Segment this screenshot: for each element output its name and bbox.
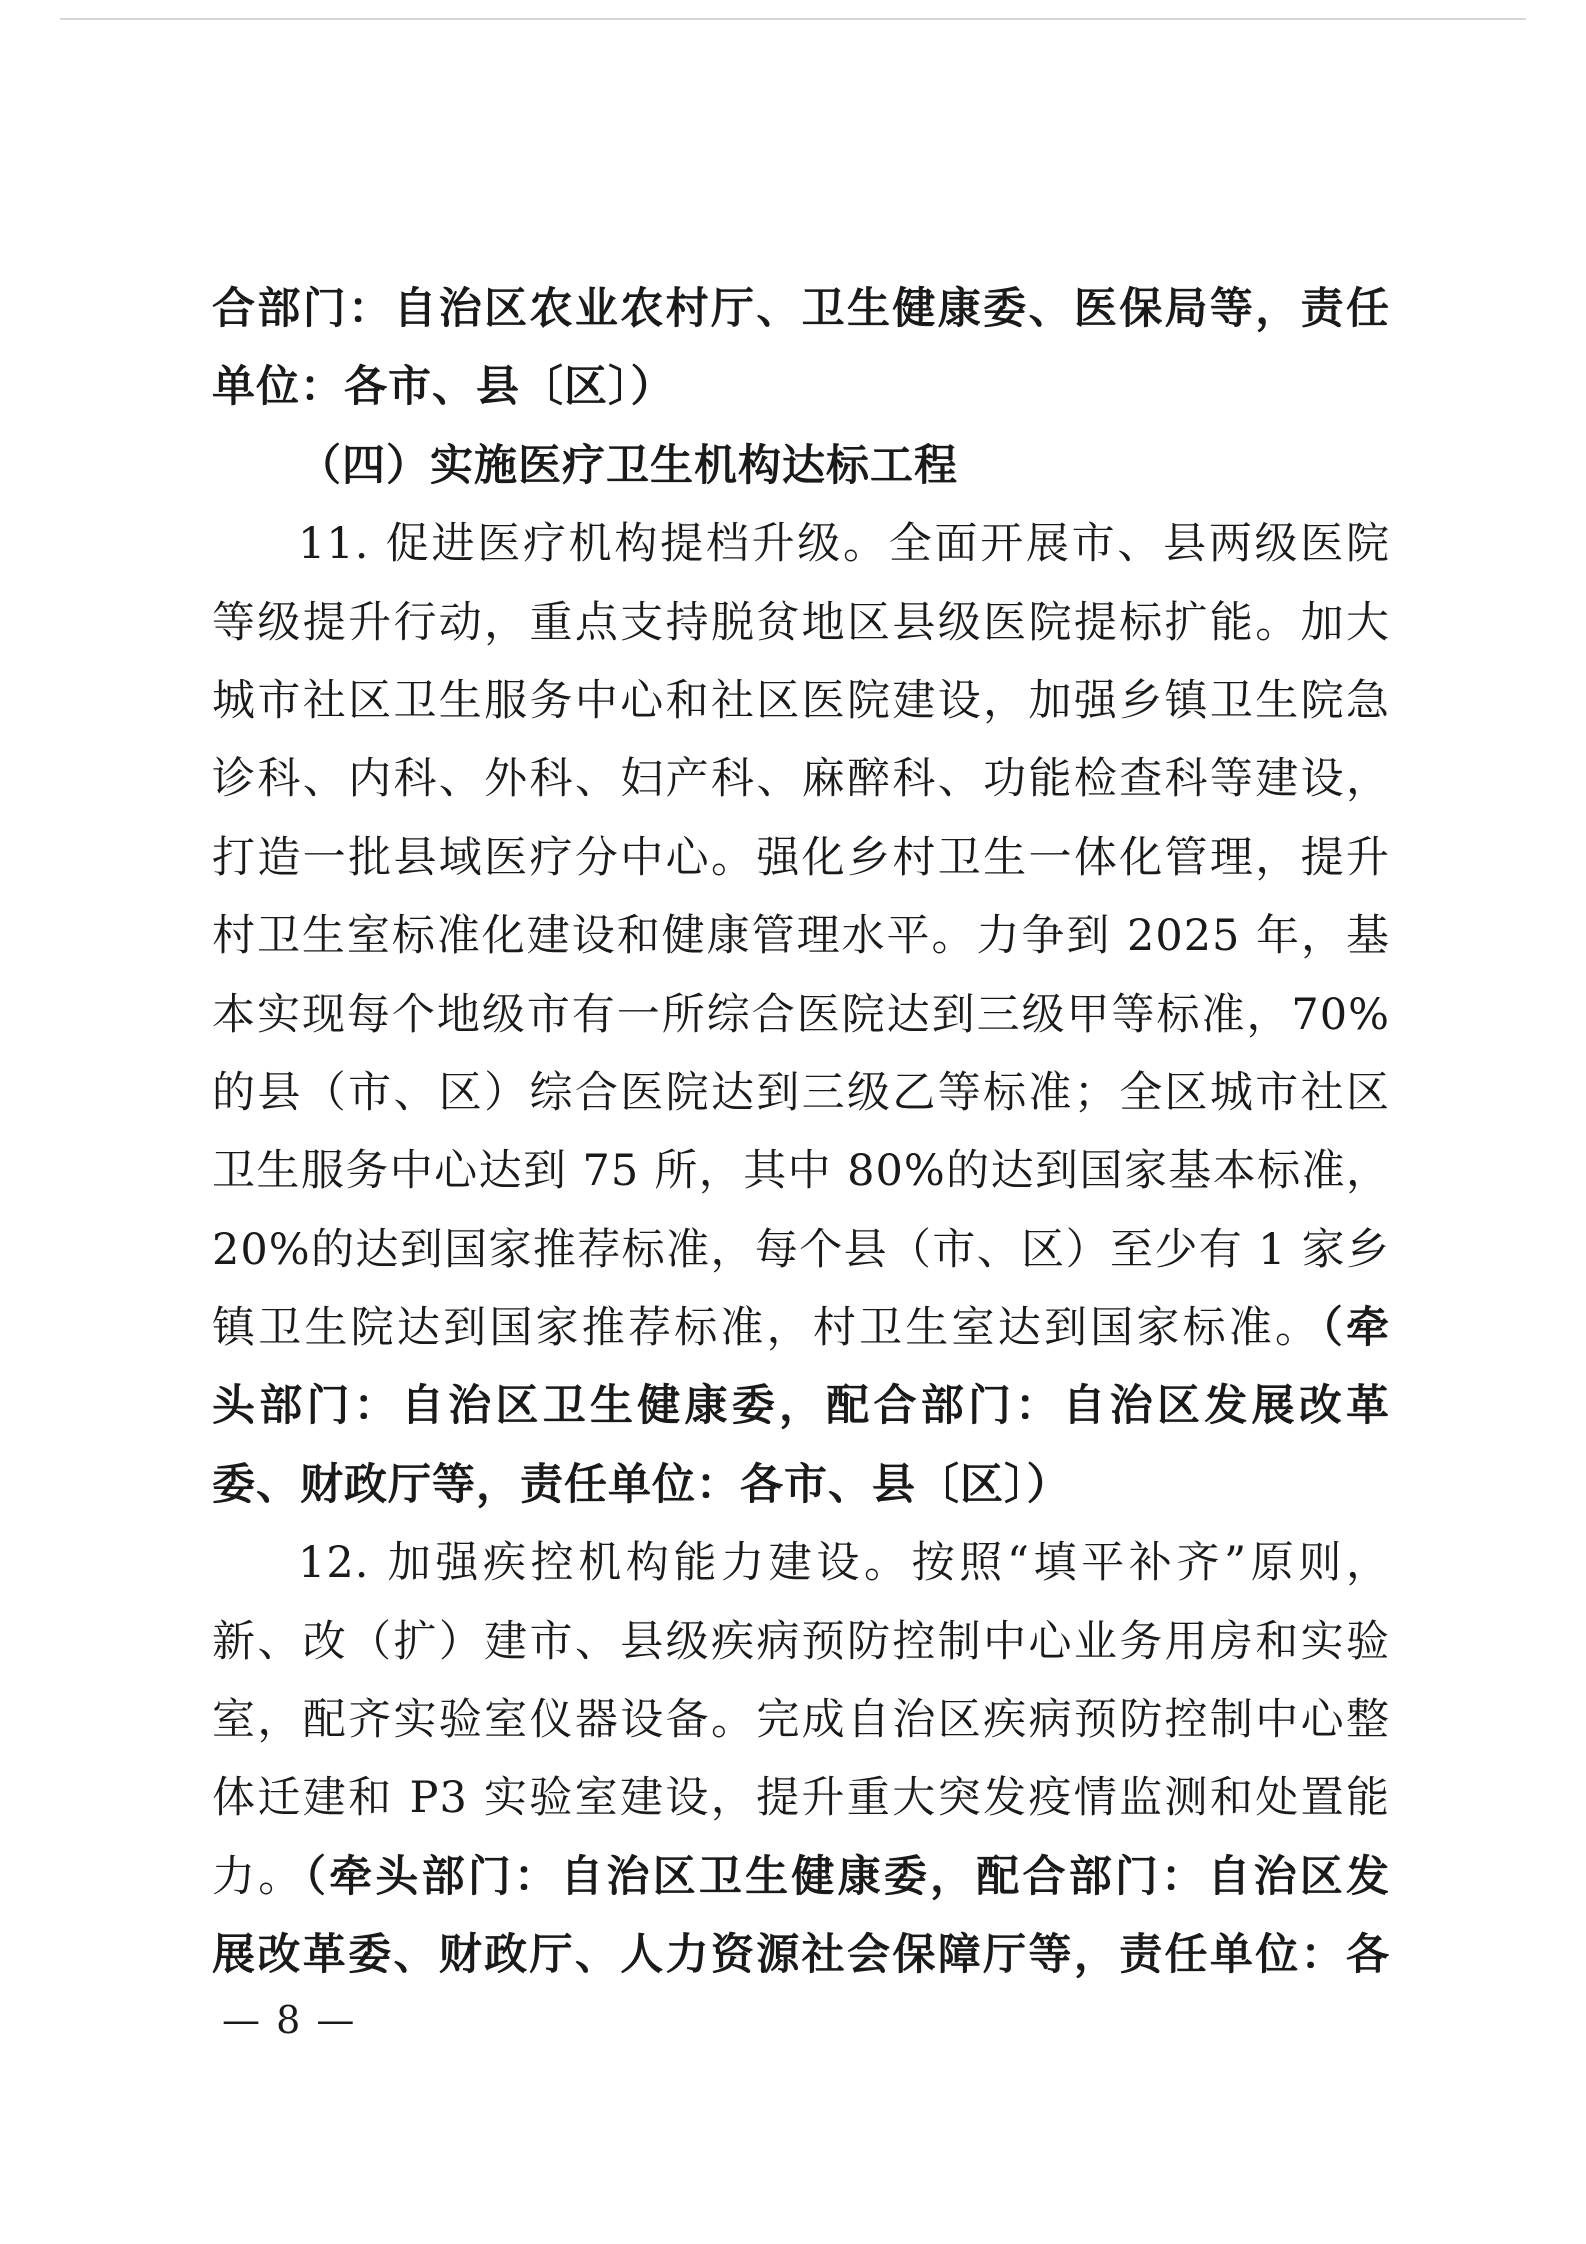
text-line-13-seg-1: 20%的达到国家推荐标准，每个县（市、区）至少有 1 家乡: [212, 1224, 1390, 1275]
text-line-8-seg-1: 打造一批县域医疗分中心。强化乡村卫生一体化管理，提升: [212, 832, 1390, 883]
text-line-17-seg-1: 12. 加强疾控机构能力建设。按照“填平补齐”原则，: [298, 1538, 1390, 1589]
text-line-11: [212, 1054, 1390, 1132]
text-line-19-seg-1: 室，配齐实验室仪器设备。完成自治区疾病预防控制中心整: [212, 1695, 1390, 1746]
text-line-17: [212, 1524, 1390, 1602]
text-line-2-seg-1: 单位：各市、县〔区〕）: [212, 362, 675, 413]
text-line-22: [212, 1916, 1390, 1994]
text-line-20: [212, 1759, 1390, 1837]
text-line-14-seg-1: 镇卫生院达到国家推荐标准，村卫生室达到国家标准。: [212, 1303, 1322, 1354]
text-line-10-seg-1: 本实现每个地级市有一所综合医院达到三级甲等标准，70%: [212, 989, 1390, 1040]
text-line-18-seg-1: 新、改（扩）建市、县级疾病预防控制中心业务用房和实验: [212, 1616, 1390, 1667]
text-line-2: [212, 348, 1390, 426]
text-line-1: [212, 270, 1390, 348]
text-line-14-seg-2: （牵: [1321, 1303, 1391, 1354]
text-line-5-seg-1: 等级提升行动，重点支持脱贫地区县级医院提标扩能。加大: [212, 597, 1390, 648]
text-line-8: [212, 819, 1390, 897]
text-line-5: [212, 584, 1390, 662]
text-line-1-seg-1: 合部门：自治区农业农村厅、卫生健康委、医保局等，责任: [212, 284, 1390, 334]
text-line-14: [212, 1289, 1390, 1367]
page-number: — 8 —: [222, 1998, 357, 2042]
text-line-9-seg-1: 村卫生室标准化建设和健康管理水平。力争到 2025 年，基: [212, 911, 1390, 962]
text-line-20-seg-1: 体迁建和 P3 实验室建设，提升重大突发疫情监测和处置能: [212, 1773, 1390, 1824]
text-line-6-seg-1: 城市社区卫生服务中心和社区医院建设，加强乡镇卫生院急: [212, 675, 1390, 726]
text-line-19: [212, 1681, 1390, 1759]
text-line-10: [212, 976, 1390, 1054]
text-line-6: [212, 662, 1390, 740]
text-line-13: [212, 1211, 1390, 1289]
text-line-11-seg-1: 的县（市、区）综合医院达到三级乙等标准；全区城市社区: [212, 1067, 1390, 1118]
text-line-16-seg-1: 委、财政厅等，责任单位：各市、县〔区〕）: [212, 1459, 1071, 1510]
text-line-21-seg-1: 力。: [212, 1851, 305, 1902]
text-line-7: [212, 740, 1390, 818]
text-line-15-seg-1: 头部门：自治区卫生健康委，配合部门：自治区发展改革: [212, 1381, 1390, 1432]
text-line-4: [212, 505, 1390, 583]
text-line-21: [212, 1838, 1390, 1916]
text-line-15: [212, 1367, 1390, 1445]
text-line-4-seg-1: 11. 促进医疗机构提档升级。全面开展市、县两级医院: [298, 519, 1390, 570]
section-heading-text: （四）实施医疗卫生机构达标工程: [298, 440, 958, 491]
text-line-7-seg-1: 诊科、内科、外科、妇产科、麻醉科、功能检查科等建设，: [212, 754, 1390, 805]
text-line-21-seg-2: （牵头部门：自治区卫生健康委，配合部门：自治区发: [304, 1851, 1391, 1902]
text-line-12: [212, 1132, 1390, 1210]
text-line-22-seg-1: 展改革委、财政厅、人力资源社会保障厅等，责任单位：各: [212, 1930, 1390, 1981]
top-rule: [60, 18, 1526, 20]
text-line-9: [212, 897, 1390, 975]
text-line-16: [212, 1446, 1390, 1524]
text-line-12-seg-1: 卫生服务中心达到 75 所，其中 80%的达到国家基本标准，: [212, 1146, 1390, 1197]
section-heading: [212, 427, 1390, 505]
text-line-18: [212, 1603, 1390, 1681]
document-body: [212, 270, 1390, 1995]
